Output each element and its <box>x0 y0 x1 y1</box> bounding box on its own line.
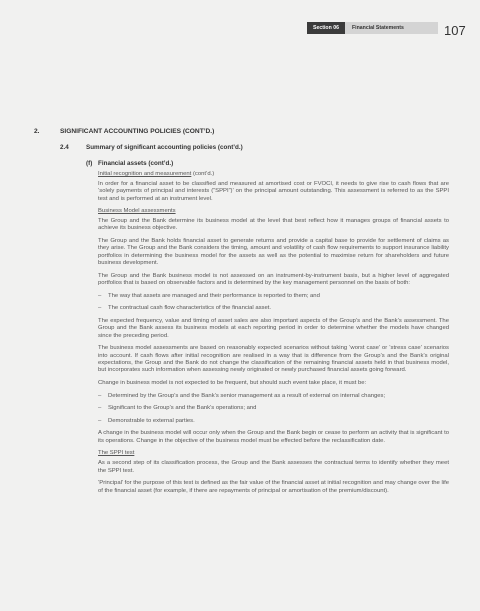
body-text <box>98 171 449 500</box>
business-model-title: Business Model assessments <box>98 208 176 215</box>
list-dash: – <box>98 292 102 299</box>
section-title: Financial Statements <box>345 22 438 34</box>
section-heading-title: SIGNIFICANT ACCOUNTING POLICIES (CONT’D.) <box>60 128 215 135</box>
list-dash: – <box>98 305 102 312</box>
list-item <box>98 305 449 312</box>
list-item <box>98 393 449 400</box>
paragraph-title-initial-recognition <box>98 171 449 178</box>
initial-recognition-title: Initial recognition and measurement <box>98 171 192 177</box>
subsubsection-heading-number: (f) <box>86 160 93 167</box>
subsection-heading <box>60 144 243 151</box>
paragraph: Change in business model is not expected to be frequent, but should such event take place, it must be: <box>98 380 367 387</box>
list-item-text: Demonstrable to external parties. <box>108 417 195 424</box>
paragraph: A change in the business model will occur only when the Group and the Bank begin or cease to perform an activity that is significant to its operations. Change in the objective of the business model must be effected before the reclassification date. <box>98 430 449 444</box>
sppi-test-title: The SPPI test <box>98 450 135 457</box>
subsection-heading-title: Summary of significant accounting policies (cont’d.) <box>86 144 243 151</box>
list-item-text: The contractual cash flow characteristics of the financial asset. <box>108 305 272 312</box>
list-dash: – <box>98 405 102 412</box>
subsubsection-heading-title: Financial assets (cont’d.) <box>98 160 174 167</box>
list-item-text: The way that assets are managed and their performance is reported to them; and <box>108 292 320 299</box>
paragraph: The Group and the Bank holds financial asset to generate returns and provide a capital base to provide for settlement of claims as they arise. The Group and the Bank considers the timing, amount and volatility of cash flow requirements to support insurance liability portfolios in determining the business model for the assets as well as the potential to maximise return for shareholders and future business development. <box>98 237 449 267</box>
paragraph: In order for a financial asset to be classified and measured at amortised cost or FVOCI, it needs to give rise to cash flows that are ‘solely payments of principal and interests (“SPPI”)’ on the principal amount outstanding. This assessment is referred to as the SPPI test and is performed at an instrument level. <box>98 180 449 202</box>
list-item-text: Determined by the Group’s and the Bank’s senior management as a result of external on internal changes; <box>108 392 386 399</box>
page-header-bar <box>307 22 438 34</box>
paragraph: ‘Principal’ for the purpose of this test is defined as the fair value of the financial asset at initial recognition and may change over the life of the financial asset (for example, if there are repayments of principal or amortisation of the premium/discount). <box>98 480 449 494</box>
subsubsection-heading <box>86 160 173 167</box>
subsection-heading-number: 2.4 <box>60 144 69 151</box>
initial-recognition-suffix: (cont’d.) <box>191 171 215 177</box>
paragraph: The Group and the Bank determine its business model at the level that best reflect how it manages groups of financial assets to achieve its business objective. <box>98 217 449 232</box>
list-dash: – <box>98 392 102 399</box>
list-dash: – <box>98 417 102 424</box>
list-item <box>98 405 449 412</box>
paragraph: The business model assessments are based on reasonably expected scenarios without taking ‘worst case’ or ‘stress case’ scenarios into account. If cash flows after initial recognition are realised in a way that is difference from the Group’s and the Bank’s original expectations, the Group and the Bank do not change the classification of the remaining financial assets held in that business model, but incorporates such information when assessing newly originated or newly purchased financial assets going forward. <box>98 345 449 374</box>
list-item <box>98 418 449 425</box>
section-heading <box>34 128 214 135</box>
paragraph: The expected frequency, value and timing of asset sales are also important aspects of the Group’s and the Bank’s assessment. The Group and the Bank assess its business models at each reporting period in order to determine whether the models have changed since the preceding period. <box>98 317 449 339</box>
section-label: Section 06 <box>307 22 345 34</box>
section-heading-number: 2. <box>34 128 40 135</box>
page-number: 107 <box>444 23 466 38</box>
list-item-text: Significant to the Group’s and the Bank’s operations; and <box>108 405 257 412</box>
paragraph: As a second step of its classification process, the Group and the Bank assesses the contractual terms to identify whether they meet the SPPI test. <box>98 460 449 474</box>
paragraph: The Group and the Bank business model is not assessed on an instrument-by-instrument basis, but a higher level of aggregated portfolios that is based on observable factors and is determined by the key management personnel on the basis of both: <box>98 272 449 287</box>
list-item <box>98 293 449 300</box>
